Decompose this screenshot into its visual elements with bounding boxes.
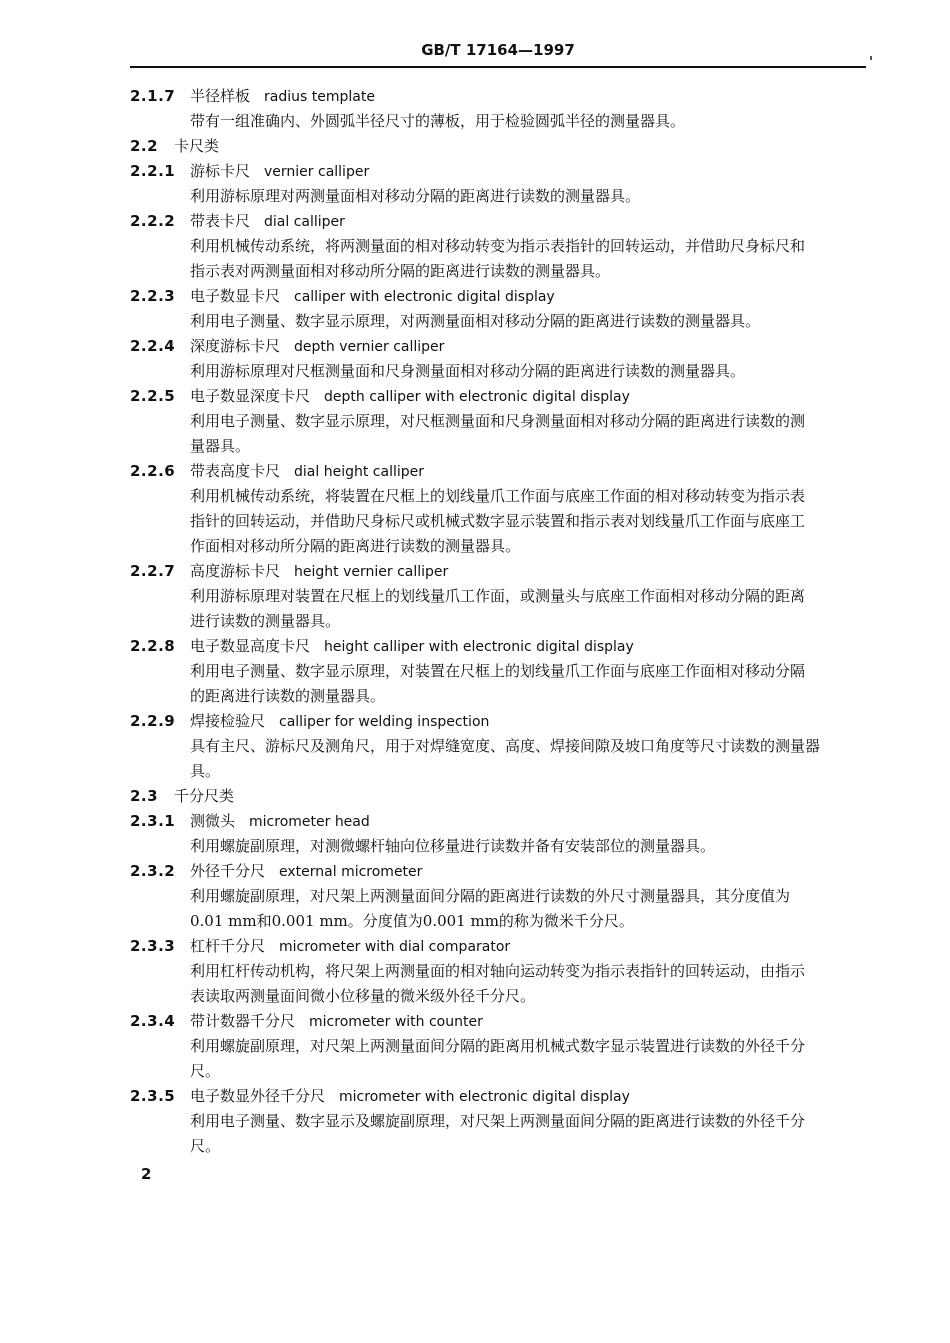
clause-number: 2.3.3: [130, 937, 176, 955]
definition-line: 利用游标原理对两测量面相对移动分隔的距离进行读数的测量器具。: [190, 187, 641, 205]
definition-line: 利用螺旋副原理，对尺架上两测量面间分隔的距离用机械式数字显示装置进行读数的外径千分: [190, 1037, 806, 1055]
term-entry: [130, 84, 870, 134]
definition-line: 利用电子测量、数字显示原理，对尺框测量面和尺身测量面相对移动分隔的距离进行读数的测: [190, 412, 806, 430]
term-english: micrometer with counter: [309, 1014, 483, 1030]
term-heading-line: [130, 384, 870, 409]
definition-line: 尺。: [190, 1137, 221, 1155]
clause-number: 2.2.8: [130, 637, 176, 655]
term-chinese: 杠杆千分尺: [190, 937, 266, 955]
term-heading-line: [130, 634, 870, 659]
term-heading-line: [130, 784, 870, 809]
term-chinese: 外径千分尺: [190, 862, 266, 880]
term-entry: [130, 634, 870, 709]
definition-line: 带有一组准确内、外圆弧半径尺寸的薄板，用于检验圆弧半径的测量器具。: [190, 112, 686, 130]
term-heading-line: [130, 284, 870, 309]
term-english: height vernier calliper: [294, 564, 449, 580]
clause-number: 2.2.9: [130, 712, 176, 730]
term-english: radius template: [264, 89, 375, 105]
term-definition: [130, 359, 870, 384]
clause-number: 2.3.5: [130, 1087, 176, 1105]
term-english: micrometer head: [249, 814, 370, 830]
term-heading-line: [130, 559, 870, 584]
clause-number: 2.3: [130, 787, 159, 805]
header-rule-mark: [870, 56, 872, 60]
term-chinese: 带表卡尺: [190, 212, 251, 230]
term-chinese: 半径样板: [190, 87, 251, 105]
term-entry: [130, 459, 870, 559]
term-heading-line: [130, 934, 870, 959]
term-english: depth calliper with electronic digital display: [324, 389, 630, 405]
term-english: dial calliper: [264, 214, 345, 230]
definition-line: 指针的回转运动，并借助尺身标尺或机械式数字显示装置和指示表对划线量爪工作面与底座工: [190, 512, 806, 530]
term-entry: [130, 809, 870, 859]
term-english: vernier calliper: [264, 164, 370, 180]
term-chinese: 卡尺类: [174, 137, 220, 155]
term-english: calliper with electronic digital display: [294, 289, 555, 305]
term-definition: [130, 184, 870, 209]
term-heading-line: [130, 1009, 870, 1034]
term-heading-line: [130, 159, 870, 184]
term-entry: [130, 859, 870, 934]
term-definition: [130, 659, 870, 709]
page-header: [130, 40, 866, 68]
definition-line: 利用机械传动系统，将装置在尺框上的划线量爪工作面与底座工作面的相对移动转变为指示表: [190, 487, 806, 505]
term-entry: [130, 709, 870, 784]
term-english: calliper for welding inspection: [279, 714, 490, 730]
term-chinese: 高度游标卡尺: [190, 562, 281, 580]
term-entry: [130, 334, 870, 384]
term-entry: [130, 934, 870, 1009]
definition-line: 指示表对两测量面相对移动所分隔的距离进行读数的测量器具。: [190, 262, 611, 280]
clause-number: 2.2.4: [130, 337, 176, 355]
clause-number: 2.2: [130, 137, 159, 155]
term-chinese: 测微头: [190, 812, 236, 830]
clause-number: 2.2.3: [130, 287, 176, 305]
page-number: 2: [141, 1165, 152, 1183]
definition-line: 利用电子测量、数字显示原理，对两测量面相对移动分隔的距离进行读数的测量器具。: [190, 312, 761, 330]
definition-line: 作面相对移动所分隔的距离进行读数的测量器具。: [190, 537, 521, 555]
clause-number: 2.3.4: [130, 1012, 176, 1030]
term-heading-line: [130, 859, 870, 884]
term-chinese: 带表高度卡尺: [190, 462, 281, 480]
clause-number: 2.1.7: [130, 87, 176, 105]
term-definition: [130, 409, 870, 459]
definition-line: 利用机械传动系统，将两测量面的相对移动转变为指示表指针的回转运动，并借助尺身标尺和: [190, 237, 806, 255]
term-chinese: 千分尺类: [174, 787, 235, 805]
term-heading-line: [130, 84, 870, 109]
term-english: depth vernier calliper: [294, 339, 445, 355]
clause-number: 2.2.5: [130, 387, 176, 405]
term-entry: [130, 209, 870, 284]
term-chinese: 电子数显高度卡尺: [190, 637, 311, 655]
term-chinese: 带计数器千分尺: [190, 1012, 296, 1030]
definition-line: 尺。: [190, 1062, 221, 1080]
term-entry: [130, 1009, 870, 1084]
document-body: [130, 84, 870, 1159]
term-heading-line: [130, 459, 870, 484]
term-chinese: 电子数显外径千分尺: [190, 1087, 326, 1105]
definition-line: 利用螺旋副原理，对尺架上两测量面间分隔的距离进行读数的外尺寸测量器具，其分度值为: [190, 887, 791, 905]
definition-line: 利用游标原理对装置在尺框上的划线量爪工作面，或测量头与底座工作面相对移动分隔的距离: [190, 587, 806, 605]
term-definition: [130, 959, 870, 1009]
term-heading-line: [130, 134, 870, 159]
term-chinese: 深度游标卡尺: [190, 337, 281, 355]
standard-code: GB/T 17164—1997: [421, 41, 575, 59]
definition-line: 利用电子测量、数字显示原理，对装置在尺框上的划线量爪工作面与底座工作面相对移动分隔: [190, 662, 806, 680]
definition-line: 表读取两测量面间微小位移量的微米级外径千分尺。: [190, 987, 536, 1005]
term-heading-line: [130, 334, 870, 359]
term-definition: [130, 1109, 870, 1159]
term-definition: [130, 734, 870, 784]
definition-line: 利用杠杆传动机构，将尺架上两测量面的相对轴向运动转变为指示表指针的回转运动，由指示: [190, 962, 806, 980]
term-english: micrometer with dial comparator: [279, 939, 511, 955]
term-english: micrometer with electronic digital display: [339, 1089, 630, 1105]
term-definition: [130, 834, 870, 859]
term-definition: [130, 884, 870, 934]
term-definition: [130, 484, 870, 559]
term-definition: [130, 1034, 870, 1084]
term-heading-line: [130, 709, 870, 734]
clause-number: 2.2.2: [130, 212, 176, 230]
term-heading-line: [130, 1084, 870, 1109]
term-entry: [130, 559, 870, 634]
term-definition: [130, 309, 870, 334]
term-entry: [130, 284, 870, 334]
term-heading-line: [130, 809, 870, 834]
term-chinese: 焊接检验尺: [190, 712, 266, 730]
definition-line: 利用螺旋副原理，对测微螺杆轴向位移量进行读数并备有安装部位的测量器具。: [190, 837, 716, 855]
clause-number: 2.2.6: [130, 462, 176, 480]
term-definition: [130, 234, 870, 284]
definition-line: 的距离进行读数的测量器具。: [190, 687, 386, 705]
term-entry: [130, 1084, 870, 1159]
term-english: dial height calliper: [294, 464, 424, 480]
definition-line: 具有主尺、游标尺及测角尺，用于对焊缝宽度、高度、焊接间隙及坡口角度等尺寸读数的测量器: [190, 737, 821, 755]
term-definition: [130, 584, 870, 634]
clause-number: 2.3.2: [130, 862, 176, 880]
term-chinese: 电子数显深度卡尺: [190, 387, 311, 405]
term-chinese: 电子数显卡尺: [190, 287, 281, 305]
term-chinese: 游标卡尺: [190, 162, 251, 180]
term-heading-line: [130, 209, 870, 234]
definition-line: 利用电子测量、数字显示及螺旋副原理，对尺架上两测量面间分隔的距离进行读数的外径千分: [190, 1112, 806, 1130]
term-english: height calliper with electronic digital display: [324, 639, 634, 655]
definition-line: 0.01 mm和0.001 mm。分度值为0.001 mm的称为微米千分尺。: [190, 912, 634, 930]
definition-line: 具。: [190, 762, 221, 780]
term-entry: [130, 159, 870, 209]
clause-number: 2.2.1: [130, 162, 176, 180]
section-heading: [130, 134, 870, 159]
term-english: external micrometer: [279, 864, 423, 880]
definition-line: 量器具。: [190, 437, 251, 455]
term-entry: [130, 384, 870, 459]
clause-number: 2.2.7: [130, 562, 176, 580]
definition-line: 进行读数的测量器具。: [190, 612, 341, 630]
clause-number: 2.3.1: [130, 812, 176, 830]
section-heading: [130, 784, 870, 809]
term-definition: [130, 109, 870, 134]
definition-line: 利用游标原理对尺框测量面和尺身测量面相对移动分隔的距离进行读数的测量器具。: [190, 362, 746, 380]
